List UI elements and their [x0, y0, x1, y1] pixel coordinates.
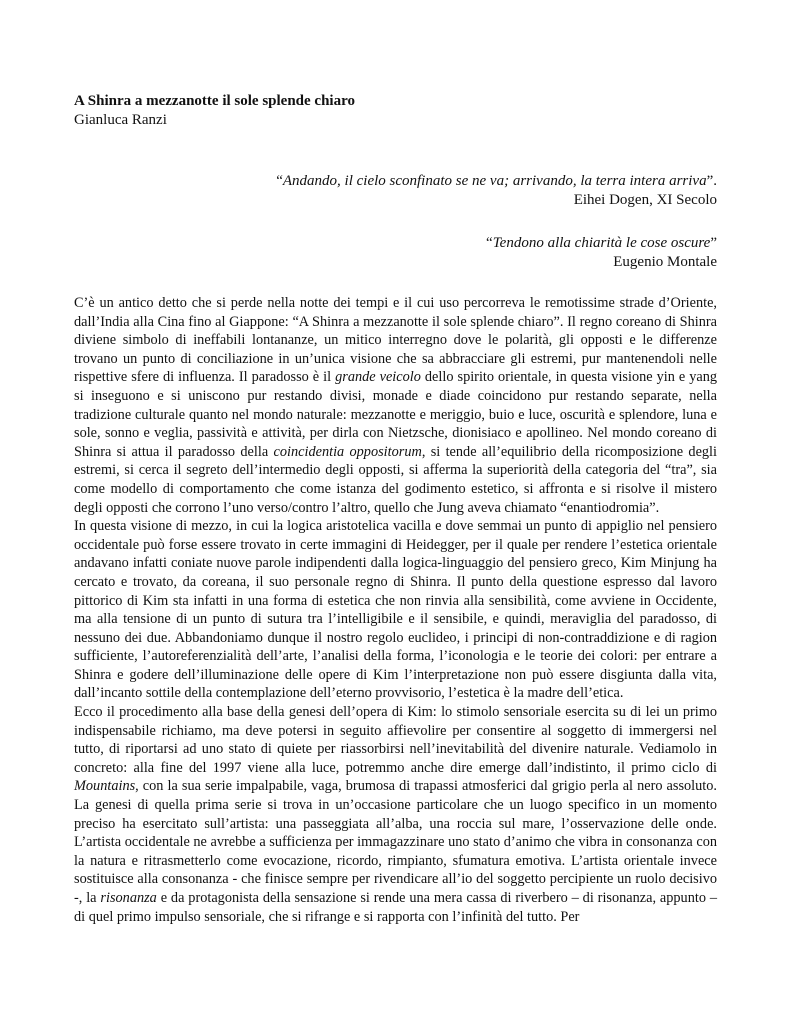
epigraph-attribution: Eihei Dogen, XI Secolo [573, 192, 717, 208]
text-run: , si tende all’equilibrio della ricomposizione degli estremi, si cerca il segreto dell’intermedio degli opposti, si afferma la superiorità della categoria del “tra”, sia come modello di comportamento che come istanza del godimento estetico, si affronta e si risolve il mistero degli opposti che corrono l’uno verso/contro l’altro, quello che Jung aveva chiamato “enantiodromia”. [74, 443, 718, 516]
text-run: C’è un antico detto che si perde nella notte dei tempi e il cui uso percorreva le remotissime strade d’Oriente, dall’India alla Cina fino al Giappone: “A Shinra a mezzanotte il sole splende chiaro”. Il regno coreano di Shinra diviene simbolo di ineffabili lontananze, un mitico interregno dove le polarità, gli opposti e le differenze trovano un punto di conciliazione in un’unica visione che sa abbracciare gli estremi, pur mantenendoli nelle rispettive sfere di influenza. Il paradosso è il [74, 295, 717, 386]
italic-term: grande veicolo [335, 369, 421, 386]
quote-open-mark: “ [486, 235, 493, 251]
document-title: A Shinra a mezzanotte il sole splende chiaro [74, 93, 355, 109]
quote-close-mark: ” [710, 235, 717, 251]
body-paragraph [74, 703, 717, 926]
epigraph-attribution: Eugenio Montale [613, 254, 717, 270]
epigraph-quote-line [74, 172, 717, 191]
text-run: e da protagonista della sensazione si rende una mera cassa di riverbero – di risonanza, appunto – di quel primo impulso sensoriale, che si rifrange e si rapporta con l’infinità del tutto. Per [74, 890, 717, 925]
document-page [74, 92, 717, 926]
text-run: Ecco il procedimento alla base della genesi dell’opera di Kim: lo stimolo sensoriale esercita su di lei un primo indispensabile richiamo, ma deve potersi in seguito affievolire per consentire al soggetto di immergersi nel tutto, di riportarsi ad uno stato di quiete per riassorbirsi nell’inevitabilità del divenire naturale. Vediamolo in concreto: alla fine del 1997 viene alla luce, potremmo anche dire emerge dall’indistinto, il primo ciclo di [74, 704, 717, 776]
author-name: Gianluca Ranzi [74, 112, 167, 128]
epigraph-quote: Andando, il cielo sconfinato se ne va; arrivando, la terra intera arriva [282, 173, 707, 189]
italic-term: coincidentia oppositorum [273, 443, 422, 460]
epigraph-quote: Tendono alla chiarità le cose oscure [492, 235, 711, 251]
italic-term: Mountains [74, 778, 136, 795]
epigraph-dogen [74, 172, 717, 210]
text-run: , con la sua serie impalpabile, vaga, brumosa di trapassi atmosferici dal grigio perla al nero assoluto. La genesi di quella prima serie si trova in un’occasione particolare che un luogo specifico in un momento preciso ha esercitato sull’artista: una passeggiata all’alba, una roccia sul mare, l’osservazione delle onde. L’artista occidentale ne avrebbe a sufficienza per immagazzinare uno stato d’animo che vibra in consonanza con la natura e ritrasmetterlo come evocazione, ricordo, rimpianto, sfumatura emotiva. L’artista orientale invece sostituisce alla consonanza - che finisce sempre per rivendicare all’io del soggetto percipiente un ruolo decisivo -, la [74, 778, 717, 906]
text-run: In questa visione di mezzo, in cui la logica aristotelica vacilla e dove semmai un punto di appiglio nel pensiero occidentale può forse essere trovato in certe immagini di Heidegger, per il quale per rendere l’estetica orientale andavano infatti coniate nuove parole indipendenti dalla logica-linguaggio del pensiero greco, Kim Minjung ha cercato e trovato, da coreana, il suo personale regno di Shinra. Il punto della questione espresso dal lavoro pittorico di Kim sta infatti in una forma di estetica che non rinvia alla sensibilità, come avviene in Occidente, ma alla tensione di un punto di sutura tra l’intelligibile e il sensibile, e quindi, meraviglia del paradosso, di nessuno dei due. Abbandoniamo dunque il nostro regolo euclideo, i principi di non-contraddizione e di ragion sufficiente, l’autoreferenzialità dell’arte, l’analisi della forma, l’iconologia e le teorie dei colori: per entrare a Shinra e godere dell’illuminazione delle opere di Kim l’interpretazione non può essere disgiunta dalla vita, dall’incanto sottile della contemplazione dell’eterno provvisorio, l’estetica è la madre dell’etica. [74, 518, 717, 702]
quote-close-mark: ”. [706, 173, 717, 189]
epigraph-montale [74, 234, 717, 272]
body-paragraph [74, 294, 717, 517]
body-paragraph [74, 517, 717, 703]
body-text [74, 294, 717, 926]
epigraph-quote-line [74, 234, 717, 253]
quote-open-mark: “ [276, 173, 283, 189]
italic-term: risonanza [100, 890, 157, 906]
text-run: dello spirito orientale, in questa visione yin e yang si inseguono e si uniscono pur restando divisi, monade e diade coincidono pur restando separate, nella tradizione culturale quanto nel mondo naturale: mezzanotte e meriggio, buio e luce, oscurità e splendore, luna e sole, sonno e veglia, passività e attività, per dirla con Nietzsche, dionisiaco e apollineo. Nel mondo coreano di Shinra si attua il paradosso della [74, 369, 718, 460]
